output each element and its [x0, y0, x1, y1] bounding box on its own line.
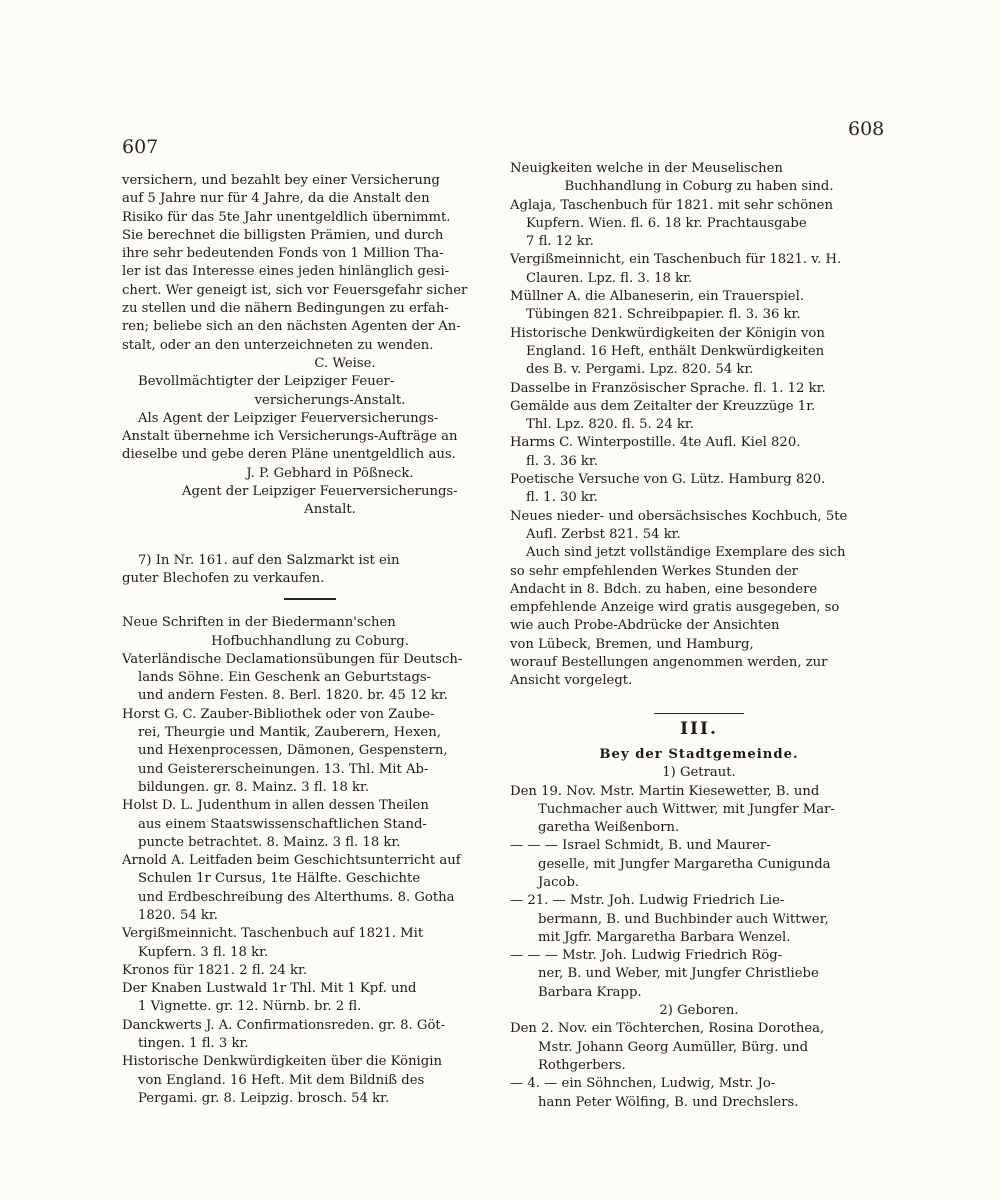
book-entry-line: aus einem Staatswissenschaftlichen Stand-	[138, 816, 427, 832]
book-list-left	[122, 651, 498, 1108]
section-number: III.	[680, 718, 718, 739]
note-line: Andacht in 8. Bdch. zu haben, eine besondere	[510, 581, 818, 597]
book-entry-line: Kupfern. 3 fl. 18 kr.	[138, 944, 269, 960]
ad-line: ren; beliebe sich an den nächsten Agenten der An-	[122, 319, 461, 335]
page-number-right: 608	[848, 118, 885, 140]
section-divider	[654, 713, 744, 714]
book-entry-line: Vergißmeinnicht. Taschenbuch auf 1821. Mit	[122, 926, 424, 942]
marriage-entry-line: ner, B. und Weber, mit Jungfer Christliebe	[538, 966, 819, 982]
book-entry-line: tingen. 1 fl. 3 kr.	[138, 1036, 249, 1052]
ad-line: Sie berechnet die billigsten Prämien, und durch	[122, 227, 444, 243]
book-entry-line: Dasselbe in Französischer Sprache. fl. 1. 12 kr.	[510, 380, 826, 396]
section-rule	[284, 598, 336, 600]
book-list-right	[510, 197, 888, 545]
marriage-entry-line: — — — Mstr. Joh. Ludwig Friedrich Rög-	[510, 948, 783, 964]
born-list	[510, 1020, 888, 1111]
left-column	[122, 172, 498, 1108]
book-entry-line: Kronos für 1821. 2 fl. 24 kr.	[122, 962, 308, 978]
book-entry-line: Aufl. Zerbst 821. 54 kr.	[526, 526, 681, 542]
agent-line: dieselbe und gebe deren Pläne unentgeldlich aus.	[122, 447, 456, 463]
note-line: so sehr empfehlenden Werkes Stunden der	[510, 563, 798, 579]
book-entry-line: Holst D. L. Judenthum in allen dessen Theilen	[122, 798, 429, 814]
book-entry-line: Poetische Versuche von G. Lütz. Hamburg 820.	[510, 472, 826, 488]
marriage-entry-line: Jacob.	[538, 874, 580, 890]
marriage-entry-line: Barbara Krapp.	[538, 984, 642, 1000]
books-header-line: Neue Schriften in der Biedermann'schen	[122, 615, 396, 631]
book-entry-line: 7 fl. 12 kr.	[526, 234, 594, 250]
book-entry-line: von England. 16 Heft. Mit dem Bildniß des	[138, 1072, 425, 1088]
book-entry-line: puncte betrachtet. 8. Mainz. 3 fl. 18 kr.	[138, 834, 401, 850]
book-entry-line: Historische Denkwürdigkeiten der Königin von	[510, 325, 825, 341]
book-entry-line: lands Söhne. Ein Geschenk an Geburtstags-	[138, 670, 432, 686]
books-header-line: Hofbuchhandlung zu Coburg.	[211, 633, 409, 649]
meusel-header	[510, 160, 888, 197]
book-entry-line: Vergißmeinnicht, ein Taschenbuch für 1821. v. H.	[510, 252, 842, 268]
book-entry-line: und Geistererscheinungen. 13. Thl. Mit Ab-	[138, 761, 429, 777]
subsection-married: 1) Getraut.	[662, 765, 736, 781]
subsection-born: 2) Geboren.	[659, 1003, 739, 1019]
publisher-note	[510, 544, 888, 690]
book-entry-line: und Hexenprocessen, Dämonen, Gespenstern,	[138, 743, 448, 759]
book-entry-line: Gemälde aus dem Zeitalter der Kreuzzüge 1r.	[510, 398, 816, 414]
ad-line: versichern, und bezahlt bey einer Versicherung	[122, 173, 440, 188]
book-entry-line: Harms C. Winterpostille. 4te Aufl. Kiel 820.	[510, 435, 801, 451]
book-entry-line: Müllner A. die Albaneserin, ein Trauerspiel.	[510, 289, 805, 305]
insurance-ad	[122, 172, 498, 355]
book-entry-line: England. 16 Heft, enthält Denkwürdigkeiten	[526, 343, 825, 359]
book-entry-line: Arnold A. Leitfaden beim Geschichtsunterricht auf	[122, 853, 461, 869]
book-entry-line: Danckwerts J. A. Confirmationsreden. gr. 8. Göt-	[122, 1017, 446, 1033]
book-entry-line: und Erdbeschreibung des Alterthums. 8. Gotha	[138, 889, 455, 905]
notice-line: 7) In Nr. 161. auf den Salzmarkt ist ein	[138, 552, 400, 568]
book-entry-line: Der Knaben Lustwald 1r Thl. Mit 1 Kpf. und	[122, 981, 417, 997]
book-entry-line: Pergami. gr. 8. Leipzig. brosch. 54 kr.	[138, 1090, 390, 1106]
book-entry-line: Historische Denkwürdigkeiten über die Königin	[122, 1054, 442, 1070]
book-entry-line: Neues nieder- und obersächsisches Kochbuch, 5te	[510, 508, 848, 524]
book-entry-line: rei, Theurgie und Mantik, Zauberern, Hexen,	[138, 725, 441, 741]
note-line: Auch sind jetzt vollständige Exemplare des sich	[526, 545, 846, 561]
book-entry-line: 1 Vignette. gr. 12. Nürnb. br. 2 fl.	[138, 999, 362, 1015]
meusel-header-line: Buchhandlung in Coburg zu haben sind.	[564, 179, 834, 195]
book-entry-line: Aglaja, Taschenbuch für 1821. mit sehr schönen	[510, 197, 833, 213]
signature-name: J. P. Gebhard in Pößneck.	[246, 465, 414, 481]
ad-line: Risiko für das 5te Jahr unentgeldlich übernimmt.	[122, 209, 451, 225]
marriage-entry-line: geselle, mit Jungfer Margaretha Cunigunda	[538, 856, 831, 872]
agent-line: Anstalt übernehme ich Versicherungs-Aufträge an	[122, 429, 458, 445]
book-entry-line: 1820. 54 kr.	[138, 907, 218, 923]
marriage-entry-line: garetha Weißenborn.	[538, 820, 680, 836]
marriage-entry-line: Den 19. Nov. Mstr. Martin Kiesewetter, B. und	[510, 783, 820, 799]
signature-gebhard	[122, 465, 498, 520]
book-entry-line: Vaterländische Declamationsübungen für Deutsch-	[122, 651, 463, 667]
ad-line: stalt, oder an den unterzeichneten zu wenden.	[122, 337, 434, 353]
birth-entry-line: Den 2. Nov. ein Töchterchen, Rosina Dorothea,	[510, 1021, 825, 1037]
book-entry-line: Clauren. Lpz. fl. 3. 18 kr.	[526, 270, 693, 286]
ad-line: zu stellen und die nähern Bedingungen zu erfah-	[122, 301, 449, 317]
meusel-header-line: Neuigkeiten welche in der Meuselischen	[510, 161, 783, 176]
note-line: von Lübeck, Bremen, und Hamburg,	[510, 636, 754, 652]
ad-line: ihre sehr bedeutenden Fonds von 1 Million Tha-	[122, 246, 444, 262]
book-entry-line: des B. v. Pergami. Lpz. 820. 54 kr.	[526, 362, 754, 378]
right-column	[510, 160, 888, 1112]
agent-notice	[122, 410, 498, 465]
birth-entry-line: — 4. — ein Söhnchen, Ludwig, Mstr. Jo-	[510, 1076, 776, 1092]
page-number-left: 607	[122, 136, 159, 158]
note-line: Ansicht vorgelegt.	[510, 673, 633, 689]
book-entry-line: Thl. Lpz. 820. fl. 5. 24 kr.	[526, 417, 694, 433]
ad-line: ler ist das Interesse eines jeden hinlänglich gesi-	[122, 264, 450, 280]
book-entry-line: fl. 3. 36 kr.	[526, 453, 598, 469]
notice-line: guter Blechofen zu verkaufen.	[122, 570, 325, 586]
married-list	[510, 783, 888, 1003]
agent-line: Als Agent der Leipziger Feuerversicherungs-	[138, 410, 439, 426]
note-line: empfehlende Anzeige wird gratis ausgegeben, so	[510, 600, 840, 616]
book-entry-line: bildungen. gr. 8. Mainz. 3 fl. 18 kr.	[138, 779, 370, 795]
signature-title: versicherungs-Anstalt.	[254, 392, 406, 408]
marriage-entry-line: Tuchmacher auch Wittwer, mit Jungfer Mar-	[538, 801, 835, 817]
note-line: worauf Bestellungen angenommen werden, zur	[510, 655, 828, 671]
section-title: Bey der Stadtgemeinde.	[599, 746, 799, 762]
marriage-entry-line: — — — Israel Schmidt, B. und Maurer-	[510, 838, 771, 854]
ad-line: auf 5 Jahre nur für 4 Jahre, da die Anstalt den	[122, 191, 430, 207]
signature-name: C. Weise.	[314, 355, 376, 371]
book-entry-line: und andern Festen. 8. Berl. 1820. br. 45 12 kr.	[138, 688, 448, 704]
marriage-entry-line: — 21. — Mstr. Joh. Ludwig Friedrich Lie-	[510, 893, 785, 909]
book-entry-line: Kupfern. Wien. fl. 6. 18 kr. Prachtausgabe	[526, 215, 807, 231]
signature-title: Bevollmächtigter der Leipziger Feuer-	[138, 374, 395, 390]
note-line: wie auch Probe-Abdrücke der Ansichten	[510, 618, 780, 634]
signature-title: Anstalt.	[304, 502, 356, 518]
marriage-entry-line: bermann, B. und Buchbinder auch Wittwer,	[538, 911, 829, 927]
book-entry-line: Schulen 1r Cursus, 1te Hälfte. Geschichte	[138, 871, 421, 887]
signature-title: Agent der Leipziger Feuerversicherungs-	[182, 484, 458, 500]
birth-entry-line: hann Peter Wölfing, B. und Drechslers.	[538, 1094, 799, 1110]
book-entry-line: Horst G. C. Zauber-Bibliothek oder von Zaube-	[122, 706, 435, 722]
sale-notice	[122, 552, 498, 589]
birth-entry-line: Rothgerbers.	[538, 1057, 626, 1073]
book-entry-line: fl. 1. 30 kr.	[526, 490, 598, 506]
books-header	[122, 614, 498, 651]
birth-entry-line: Mstr. Johann Georg Aumüller, Bürg. und	[538, 1039, 809, 1055]
signature-weise	[122, 355, 498, 410]
marriage-entry-line: mit Jgfr. Margaretha Barbara Wenzel.	[538, 929, 791, 945]
book-entry-line: Tübingen 821. Schreibpapier. fl. 3. 36 kr.	[526, 307, 801, 323]
ad-line: chert. Wer geneigt ist, sich vor Feuersgefahr sicher	[122, 282, 468, 298]
